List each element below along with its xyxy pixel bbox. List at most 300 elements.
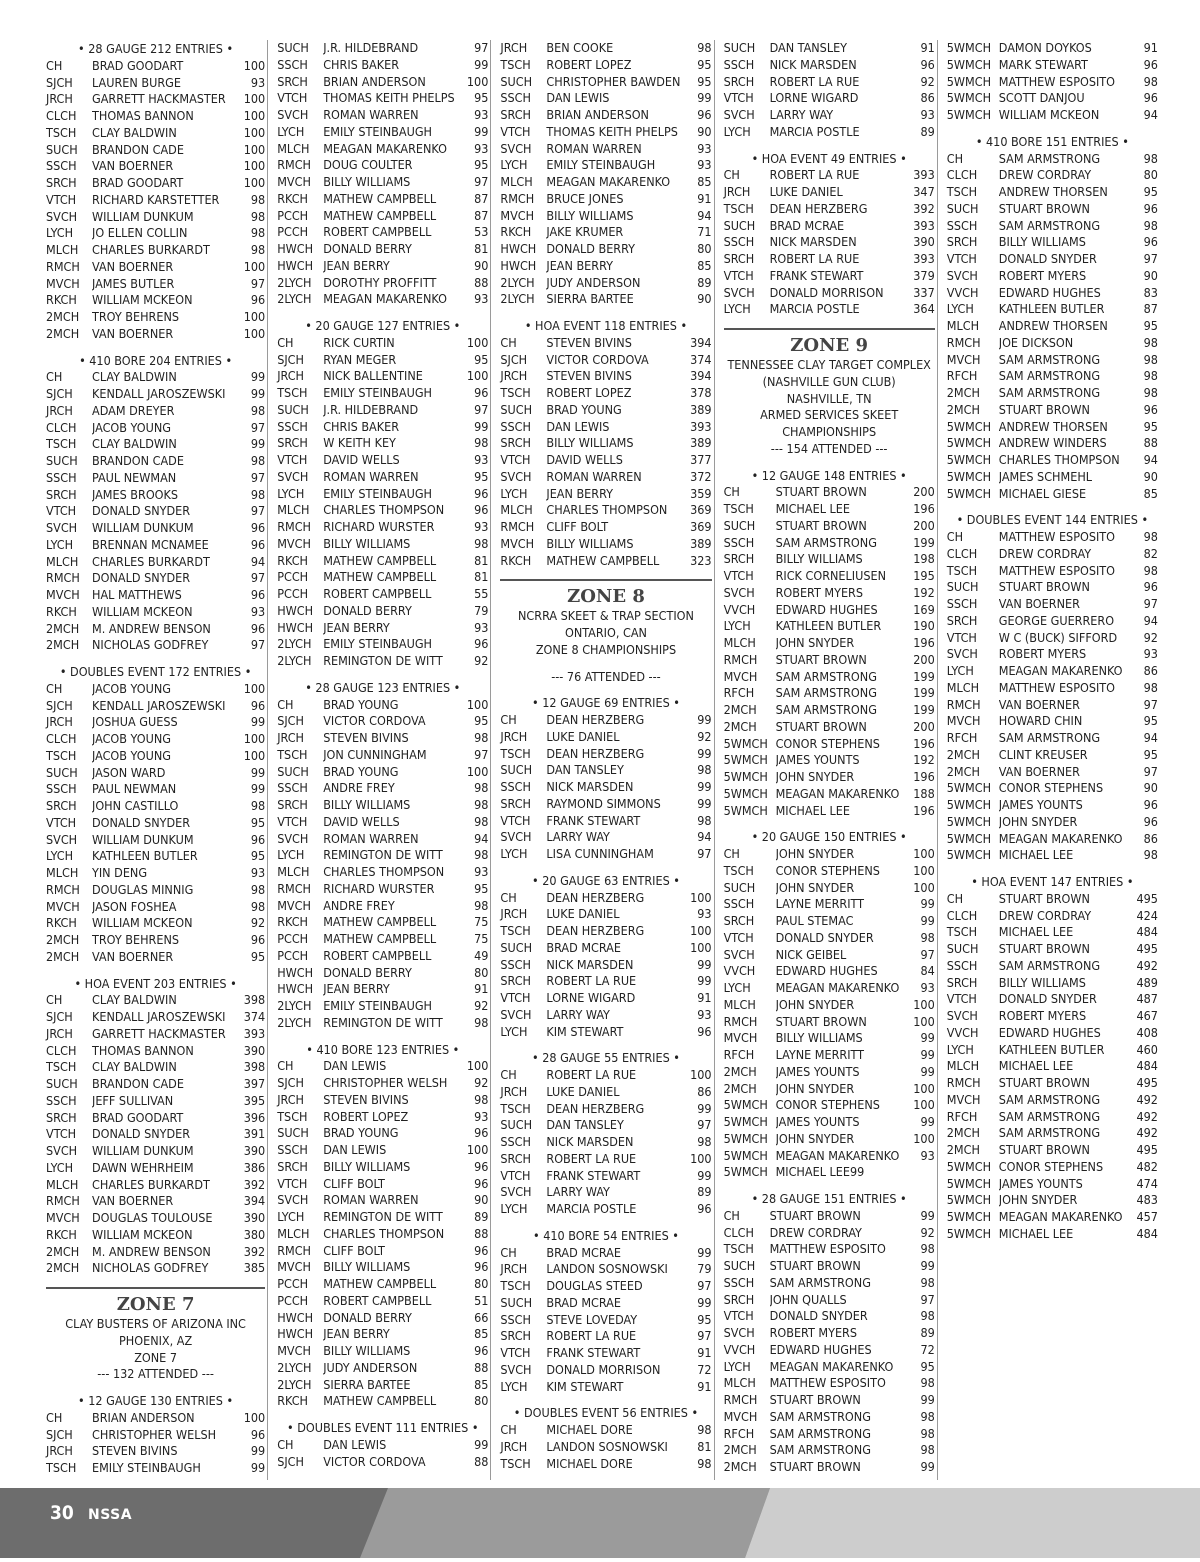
class-code: PCCH — [277, 586, 309, 601]
shooter-name: BRAD MCRAE — [546, 1294, 621, 1310]
result-row — [724, 1148, 935, 1165]
score: 72 — [920, 1341, 935, 1357]
class-code: CH — [723, 1207, 740, 1223]
shooter-name: MATHEW CAMPBELL — [323, 1393, 437, 1409]
shooter-name: JEAN BERRY — [323, 981, 390, 997]
class-code: 2LYCH — [277, 291, 312, 307]
result-row — [277, 419, 488, 436]
result-row — [947, 529, 1158, 546]
class-code: SUCH — [946, 200, 979, 216]
shooter-name: DONALD SNYDER — [92, 503, 191, 519]
result-row — [277, 502, 488, 519]
result-row — [724, 1375, 935, 1392]
class-code: SVCH — [46, 1143, 78, 1158]
score: 196 — [913, 769, 935, 784]
class-code: VVCH — [723, 601, 756, 617]
class-code: RFCH — [946, 368, 978, 384]
class-code: TSCH — [723, 200, 754, 216]
class-code: JRCH — [277, 1091, 305, 1107]
shooter-name: JACOB YOUNG — [92, 747, 171, 763]
shooter-name: ROMAN WARREN — [323, 830, 419, 846]
result-row — [46, 765, 265, 782]
shooter-name: STEVEN BIVINS — [92, 1443, 178, 1459]
result-row — [724, 234, 935, 251]
score: 100 — [690, 923, 712, 938]
score: 474 — [1136, 1175, 1158, 1191]
score: 80 — [697, 241, 712, 256]
event-heading: • 410 BORE 54 ENTRIES • — [533, 1227, 679, 1243]
score: 88 — [474, 1359, 489, 1375]
shooter-name: WILLIAM DUNKUM — [92, 1143, 194, 1158]
class-code: RMCH — [500, 519, 535, 534]
shooter-name: DEAN HERZBERG — [769, 200, 868, 216]
score: 90 — [474, 1192, 489, 1208]
shooter-name: DONALD SNYDER — [92, 814, 191, 830]
class-code: SVCH — [723, 107, 755, 122]
score: 495 — [1136, 890, 1158, 906]
result-row — [947, 780, 1158, 797]
score: 395 — [243, 1092, 266, 1108]
shooter-name: ROBERT MYERS — [998, 267, 1087, 283]
class-code: SSCH — [723, 56, 755, 72]
score: 483 — [1136, 1192, 1158, 1208]
result-row — [277, 881, 488, 898]
score: 364 — [913, 301, 935, 317]
result-row — [500, 957, 711, 974]
result-row — [947, 435, 1158, 452]
score: 98 — [920, 1442, 935, 1458]
shooter-name: FRANK STEWART — [546, 1345, 641, 1360]
class-code: TSCH — [277, 385, 308, 400]
score: 99 — [920, 913, 935, 928]
result-row — [277, 402, 488, 419]
result-row — [277, 1259, 488, 1276]
result-row — [947, 1176, 1158, 1193]
result-row — [500, 890, 711, 907]
class-code: TSCH — [500, 56, 531, 72]
shooter-name: DONALD SNYDER — [998, 251, 1097, 266]
result-row — [500, 486, 711, 503]
score: 100 — [243, 158, 266, 174]
results-column — [267, 40, 490, 1480]
shooter-name: BILLY WILLIAMS — [546, 535, 634, 551]
shooter-name: DAN TANSLEY — [769, 40, 848, 55]
score: 97 — [250, 469, 266, 485]
result-row — [947, 1025, 1158, 1042]
class-code: HWCH — [277, 964, 314, 980]
class-code: SRCH — [723, 1291, 755, 1307]
shooter-name: BRAD YOUNG — [323, 1125, 399, 1141]
shooter-name: EMILY STEINBAUGH — [323, 636, 433, 652]
shooter-name: MICHAEL GIESE — [998, 485, 1087, 501]
score: 393 — [913, 217, 935, 233]
shooter-name: LAYNE MERRITT — [775, 1047, 865, 1062]
class-code: SUCH — [277, 40, 309, 55]
result-row — [947, 419, 1158, 436]
score: 484 — [1136, 1225, 1158, 1241]
score — [907, 1164, 935, 1181]
score: 397 — [243, 1076, 266, 1091]
result-row — [724, 880, 935, 897]
result-row — [947, 1142, 1158, 1159]
result-row — [500, 1422, 711, 1439]
result-row — [500, 1328, 711, 1345]
result-row — [724, 535, 935, 552]
score: 394 — [690, 334, 712, 350]
result-row — [277, 948, 488, 965]
score: 484 — [1136, 924, 1158, 940]
shooter-name: ROBERT MYERS — [998, 1008, 1087, 1023]
class-code: JRCH — [500, 728, 528, 744]
class-code: SJCH — [46, 1009, 73, 1024]
score: 94 — [250, 553, 266, 569]
result-row — [724, 1342, 935, 1359]
score: 98 — [920, 1274, 935, 1290]
class-code: SRCH — [500, 795, 532, 811]
class-code: VVCH — [946, 284, 979, 300]
class-code: 2LYCH — [277, 1359, 312, 1375]
class-code: CLCH — [46, 108, 77, 123]
shooter-name: ROBERT LA RUE — [546, 973, 637, 989]
score: 100 — [466, 1058, 489, 1074]
score: 92 — [920, 73, 935, 89]
result-row — [277, 586, 488, 603]
class-code: CH — [46, 369, 63, 385]
class-code: LYCH — [500, 485, 528, 501]
class-code: SRCH — [46, 1109, 77, 1125]
result-row — [947, 318, 1158, 335]
event-heading: • HOA EVENT 147 ENTRIES • — [971, 874, 1134, 889]
score: 98 — [474, 797, 489, 812]
shooter-name: SAM ARMSTRONG — [775, 534, 877, 550]
shooter-name: JOHN CASTILLO — [92, 798, 179, 813]
result-row — [46, 503, 265, 520]
score: 99 — [474, 56, 489, 72]
score: 96 — [1143, 401, 1158, 417]
shooter-name: RICHARD WURSTER — [323, 519, 435, 534]
score: 97 — [474, 746, 489, 762]
score: 80 — [474, 1276, 489, 1291]
class-code: 5WMCH — [946, 73, 992, 89]
result-row — [46, 436, 265, 453]
result-row — [500, 107, 711, 124]
class-code: MLCH — [277, 502, 310, 518]
class-code: CLCH — [46, 731, 77, 746]
class-code: 2MCH — [946, 1125, 980, 1141]
shooter-name: WILLIAM MCKEON — [92, 603, 193, 619]
class-code: SUCH — [277, 1125, 309, 1141]
shooter-name: DOUGLAS TOULOUSE — [92, 1210, 213, 1225]
score: 100 — [243, 91, 266, 107]
score: 97 — [474, 174, 489, 189]
class-code: CLCH — [46, 419, 77, 435]
result-row — [724, 251, 935, 268]
score: 195 — [913, 568, 935, 583]
shooter-name: STUART BROWN — [998, 200, 1090, 216]
result-row — [724, 1030, 935, 1047]
class-code: 2MCH — [946, 746, 980, 762]
class-code: LYCH — [46, 536, 74, 552]
result-row — [500, 191, 711, 208]
score: 92 — [474, 1075, 489, 1090]
score: 95 — [1143, 184, 1158, 199]
score: 96 — [474, 385, 489, 400]
result-row — [46, 848, 265, 865]
result-row — [277, 965, 488, 982]
score: 96 — [697, 1201, 712, 1216]
class-code: CH — [723, 167, 740, 183]
shooter-name: STEVEN BIVINS — [546, 334, 632, 350]
class-code: SVCH — [46, 208, 78, 224]
result-row — [46, 748, 265, 765]
shooter-name: M. ANDREW BENSON — [92, 1243, 211, 1259]
class-code: JRCH — [500, 1083, 528, 1099]
class-code: JRCH — [723, 184, 751, 199]
result-row — [500, 157, 711, 174]
result-row — [724, 997, 935, 1014]
shooter-name: MATTHEW ESPOSITO — [998, 73, 1115, 89]
class-code: 5WMCH — [723, 735, 768, 751]
shooter-name: CHARLES BURKARDT — [92, 553, 210, 569]
shooter-name: SAM ARMSTRONG — [998, 351, 1101, 367]
shooter-name: ROMAN WARREN — [323, 468, 419, 484]
result-row — [277, 998, 488, 1015]
class-code: MVCH — [46, 898, 80, 914]
score: 89 — [474, 1209, 489, 1224]
shooter-name: JOHN SNYDER — [998, 813, 1078, 829]
class-code: SUCH — [500, 73, 533, 89]
class-code: MLCH — [46, 865, 79, 880]
score: 92 — [697, 728, 712, 744]
shooter-name: JAMES YOUNTS — [775, 752, 860, 768]
score: 93 — [920, 107, 935, 122]
score: 94 — [474, 830, 489, 846]
class-code: RKCH — [277, 1393, 309, 1409]
class-code: VTCH — [500, 990, 531, 1005]
result-row — [500, 241, 711, 258]
shooter-name: FRANK STEWART — [769, 267, 864, 283]
result-row — [500, 224, 711, 241]
shooter-name: BEN COOKE — [546, 40, 614, 55]
result-row — [947, 1109, 1158, 1126]
shooter-name: LUKE DANIEL — [769, 184, 843, 199]
class-code: SRCH — [46, 175, 77, 190]
score: 80 — [1143, 167, 1158, 183]
result-row — [947, 991, 1158, 1008]
class-code: SVCH — [946, 1008, 978, 1023]
score: 97 — [250, 570, 266, 586]
shooter-name: MATTHEW ESPOSITO — [998, 529, 1115, 544]
result-row — [46, 192, 265, 209]
class-code: JRCH — [277, 730, 305, 745]
shooter-name: MICHAEL LEE — [775, 802, 850, 818]
class-code: SSCH — [46, 781, 77, 797]
shooter-name: STUART BROWN — [998, 401, 1090, 417]
score: 389 — [690, 535, 712, 551]
score: 81 — [697, 1438, 712, 1454]
class-code: RMCH — [946, 696, 981, 712]
class-code: MVCH — [46, 275, 80, 291]
result-row — [46, 1260, 265, 1277]
score: 66 — [474, 1309, 489, 1325]
shooter-name: ROBERT LOPEZ — [323, 1108, 409, 1124]
result-row — [947, 285, 1158, 302]
result-row — [724, 602, 935, 619]
result-row — [46, 276, 265, 293]
shooter-name: JAMES BROOKS — [92, 486, 179, 502]
result-row — [724, 1426, 935, 1443]
result-row — [724, 752, 935, 769]
class-code: TSCH — [46, 436, 77, 452]
result-row — [947, 74, 1158, 91]
score: 96 — [250, 1426, 266, 1442]
shooter-name: BILLY WILLIAMS — [323, 1259, 411, 1275]
shooter-name: STUART BROWN — [769, 1207, 861, 1223]
shooter-name: NICK MARSDEN — [769, 56, 857, 72]
shooter-name: SIERRA BARTEE — [323, 1376, 411, 1392]
result-row — [277, 1192, 488, 1209]
shooter-name: JASON FOSHEA — [92, 898, 177, 914]
result-row — [724, 1131, 935, 1148]
result-row — [947, 579, 1158, 596]
class-code: RMCH — [277, 1242, 312, 1258]
shooter-name: W KEITH KEY — [323, 435, 396, 451]
score: 97 — [920, 946, 935, 962]
class-code: RKCH — [500, 224, 532, 240]
class-code: SRCH — [500, 973, 532, 989]
shooter-name: JEAN BERRY — [323, 257, 390, 273]
score: 89 — [920, 123, 935, 139]
class-code: SUCH — [723, 879, 756, 895]
result-row — [947, 764, 1158, 781]
class-code: TSCH — [723, 1241, 754, 1257]
result-row — [724, 947, 935, 964]
result-row — [724, 786, 935, 803]
score: 98 — [250, 191, 266, 207]
shooter-name: BILLY WILLIAMS — [323, 174, 411, 189]
result-row — [46, 1177, 265, 1194]
shooter-name: MICHAEL DORE — [546, 1455, 633, 1471]
shooter-name: CHRISTOPHER WELSH — [92, 1426, 217, 1442]
shooter-name: MICHAEL LEE — [998, 924, 1074, 940]
shooter-name: VICTOR CORDOVA — [546, 351, 649, 367]
result-row — [500, 368, 711, 385]
result-row — [724, 963, 935, 980]
event-heading: • 20 GAUGE 63 ENTRIES • — [531, 872, 680, 888]
result-row — [277, 747, 488, 764]
results-columns — [44, 40, 1170, 1480]
result-row — [46, 932, 265, 949]
class-code: 5WMCH — [946, 797, 992, 812]
class-code: PCCH — [277, 1276, 309, 1291]
result-row — [277, 1437, 488, 1454]
result-row — [724, 846, 935, 863]
class-code: TSCH — [277, 1108, 308, 1124]
shooter-name: NICK MARSDEN — [769, 234, 857, 250]
result-row — [277, 385, 488, 402]
result-row — [46, 470, 265, 487]
shooter-name: LANDON SOSNOWSKI — [546, 1438, 668, 1454]
result-row — [500, 1151, 711, 1168]
result-row — [277, 1343, 488, 1360]
result-row — [947, 184, 1158, 201]
shooter-name: JOSHUA GUESS — [92, 714, 178, 730]
result-row — [947, 958, 1158, 975]
class-code: MVCH — [723, 1030, 758, 1046]
result-row — [46, 1043, 265, 1060]
shooter-name: NICK MARSDEN — [546, 779, 634, 794]
result-row — [724, 913, 935, 930]
shooter-name: ANDREW WINDERS — [998, 435, 1107, 451]
class-code: SSCH — [946, 596, 978, 611]
class-code: SVCH — [277, 468, 309, 484]
result-row — [947, 402, 1158, 419]
shooter-name: LAYNE MERRITT — [775, 896, 865, 912]
result-row — [277, 40, 488, 57]
shooter-name: ADAM DREYER — [92, 402, 175, 418]
score: 97 — [920, 1291, 935, 1307]
shooter-name: BRAD GOODART — [92, 175, 184, 190]
shooter-name: STEVEN BIVINS — [323, 730, 409, 745]
score: 96 — [474, 1125, 489, 1141]
score: 95 — [250, 814, 266, 830]
score: 98 — [1143, 679, 1158, 695]
result-row — [947, 814, 1158, 831]
shooter-name: JOHN SNYDER — [775, 879, 855, 895]
class-code: CH — [500, 1244, 517, 1260]
score: 392 — [243, 1243, 266, 1259]
shooter-name: REMINGTON DE WITT — [323, 653, 443, 668]
result-row — [500, 258, 711, 275]
shooter-name: VICTOR CORDOVA — [323, 1453, 426, 1469]
result-row — [46, 453, 265, 470]
result-row — [500, 1084, 711, 1101]
score: 85 — [1143, 485, 1158, 501]
shooter-name: ROBERT LA RUE — [769, 167, 860, 183]
result-row — [277, 368, 488, 385]
class-code: SVCH — [500, 1006, 532, 1022]
class-code: SSCH — [46, 158, 77, 174]
class-code: 2MCH — [946, 385, 980, 400]
result-row — [277, 486, 488, 503]
class-code: VTCH — [46, 191, 77, 207]
zone-header — [500, 579, 711, 685]
result-row — [947, 452, 1158, 469]
result-row — [46, 915, 265, 932]
shooter-name: MATHEW CAMPBELL — [323, 207, 437, 223]
shooter-name: KATHLEEN BUTLER — [92, 848, 198, 864]
score: 99 — [697, 1167, 712, 1183]
result-row — [724, 635, 935, 652]
class-code: SRCH — [946, 234, 978, 250]
score: 100 — [913, 1130, 935, 1146]
shooter-name: ANDREW THORSEN — [998, 318, 1108, 333]
result-row — [500, 57, 711, 74]
score: 394 — [690, 368, 712, 384]
class-code: CH — [723, 484, 740, 500]
shooter-name: LISA CUNNINGHAM — [546, 846, 654, 861]
shooter-name: RICK CORNELIUSEN — [775, 568, 886, 583]
result-row — [277, 914, 488, 931]
class-code: VVCH — [723, 963, 756, 979]
result-row — [947, 663, 1158, 680]
score: 374 — [243, 1009, 266, 1024]
shooter-name: MEAGAN MAKARENKO — [998, 830, 1123, 846]
event-heading: • 28 GAUGE 55 ENTRIES • — [531, 1050, 680, 1066]
zone-info-line: ONTARIO, CAN — [565, 625, 647, 640]
score: 90 — [1143, 780, 1158, 796]
shooter-name: EDWARD HUGHES — [769, 1341, 872, 1357]
